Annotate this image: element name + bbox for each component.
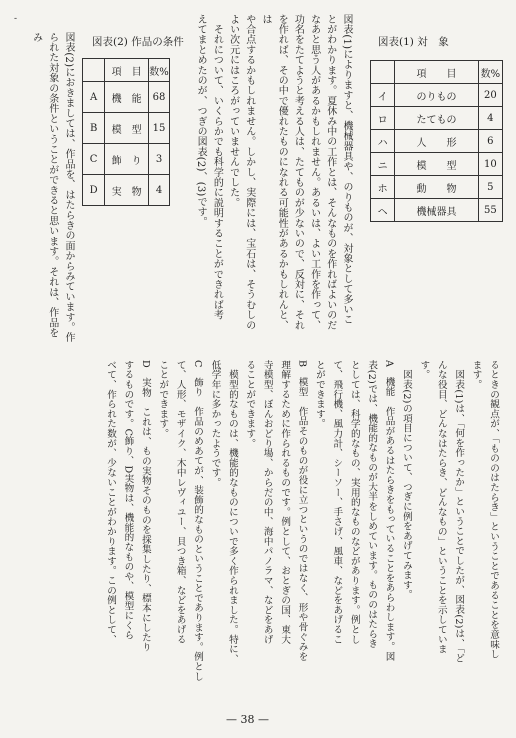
figure2-table: [82, 58, 170, 206]
figure1-header-row: [371, 61, 503, 84]
figure1-row-item: たてもの: [395, 107, 478, 130]
figure1-row-item: のりもの: [395, 84, 478, 107]
top-body-text: 図表(1)によりますと、機械器具や、のりものが、対象として多いこ とがわかります。夏休み中の工作とは、そんなものを作ればよいのだ なあと思う人があるかもしれません。あるいは、よい工作を作って、 功名をたてようと考える人は、たてものが少ないので、反対に、それ を作れば、その中で優れたものになれる可能性があるかもしれんと、は や合点するかもしれません。しかし、実際には、宝石は、そうむしの よい次元にはころがっていませんでした。 それについて、いくらかでも科学的に説明することができれば考 えてまとめたのが、つぎの図表(2)、(3)です。: [195, 14, 352, 331]
figure1-row-value: 20: [478, 84, 502, 107]
figure1-row-label: ロ: [371, 107, 395, 130]
figure2-row-value: 15: [149, 113, 170, 144]
bottom-body-text: るときの観点が、「もののはたらき」ということであることを意味し ます。 図表(1)は、「何を作ったか」ということでしたが、図表(2)は、「ど んな役目、どんなはたらき、どんなもの」ということを示していま す。 図表(2)の項目について、つぎに例をあげてみます。 A 機能 作品があるはたらきをもっていることをあらわします。図 表(2)では、機能的なものが大半をしめています。もののはたらき としては、科学的なもの、実用的なものなどがあります。例とし て、飛行機、風力計、シーソー、手さげ、風車、などをあげるこ とができます。 B 模型 作品そのものが役に立つというのではなく、形や骨ぐみを 理解するために作られるものです。例として、おとぎの国、東大 寺模型、ぼんおどり場、からだの中、海中パノラマ、などをあげ ることができます。 模型的なものは、機能的なものについで多く作られました。特に、 低学年に多かったようです。 C 飾り 作品のめあてが、装飾的なものということであります。例とし て、人形、モザイク、木中レヴィユー、貝つき箱、などをあげる ことができます。 D 実物 これは、もの実物そのものを採集したり、標本にしたり するものです。C飾り、D実物は、機能的なものや、模型にくら べて、作られた数が、少ないことがわかります。この例として、: [105, 360, 499, 682]
figure1-row-item: 人 形: [395, 130, 478, 153]
figure1-row-label: ホ: [371, 176, 395, 199]
figure2-row-item: 模 型: [105, 113, 149, 144]
table-row: [371, 107, 503, 130]
figure2-row-label: D: [83, 175, 105, 206]
figure1-header-item: 項 目: [395, 61, 478, 84]
figure1-header-blank: [371, 61, 395, 84]
figure1-row-value: 55: [478, 199, 502, 222]
figure1-row-label: ニ: [371, 153, 395, 176]
figure1-row-label: ハ: [371, 130, 395, 153]
table-row: [371, 84, 503, 107]
table-row: [371, 153, 503, 176]
figure2-caption: 図表(2) 作品の条件: [92, 36, 184, 48]
figure2-row-item: 機 能: [105, 82, 149, 113]
figure1-row-value: 6: [478, 130, 502, 153]
figure1-row-item: 動 物: [395, 176, 478, 199]
figure2-row-item: 実 物: [105, 175, 149, 206]
figure2-row-value: 3: [149, 144, 170, 175]
figure2-row-value: 4: [149, 175, 170, 206]
figure1-row-label: ヘ: [371, 199, 395, 222]
figure1-row-item: 機械器具: [395, 199, 478, 222]
left-body-text: 図表(2)におきましては、作品を、はたらきの面からみています。作 られた対象の条件ということができると思います。それは、作品をみ: [30, 32, 74, 343]
table-row: [83, 175, 170, 206]
figure1-table: [370, 60, 503, 222]
figure1-row-label: イ: [371, 84, 395, 107]
figure1-row-value: 4: [478, 107, 502, 130]
figure2-header-row: [83, 59, 170, 82]
figure1-caption: 図表(1) 対 象: [378, 36, 449, 48]
table-row: [83, 82, 170, 113]
figure2-row-item: 飾 り: [105, 144, 149, 175]
figure2-header-percent: 数%: [149, 59, 170, 82]
figure2-row-label: B: [83, 113, 105, 144]
table-row: [371, 199, 503, 222]
figure1-header-percent: 数%: [478, 61, 502, 84]
figure1-row-value: 10: [478, 153, 502, 176]
table-row: [83, 144, 170, 175]
figure2-row-value: 68: [149, 82, 170, 113]
figure2-header-blank: [83, 59, 105, 82]
page-number: — 38 —: [226, 713, 269, 726]
figure1-row-value: 5: [478, 176, 502, 199]
table-row: [83, 113, 170, 144]
margin-mark: ‐: [14, 14, 18, 24]
figure2-row-label: C: [83, 144, 105, 175]
figure2-row-label: A: [83, 82, 105, 113]
table-row: [371, 130, 503, 153]
table-row: [371, 176, 503, 199]
figure1-row-item: 模 型: [395, 153, 478, 176]
figure2-header-item: 項 目: [105, 59, 149, 82]
